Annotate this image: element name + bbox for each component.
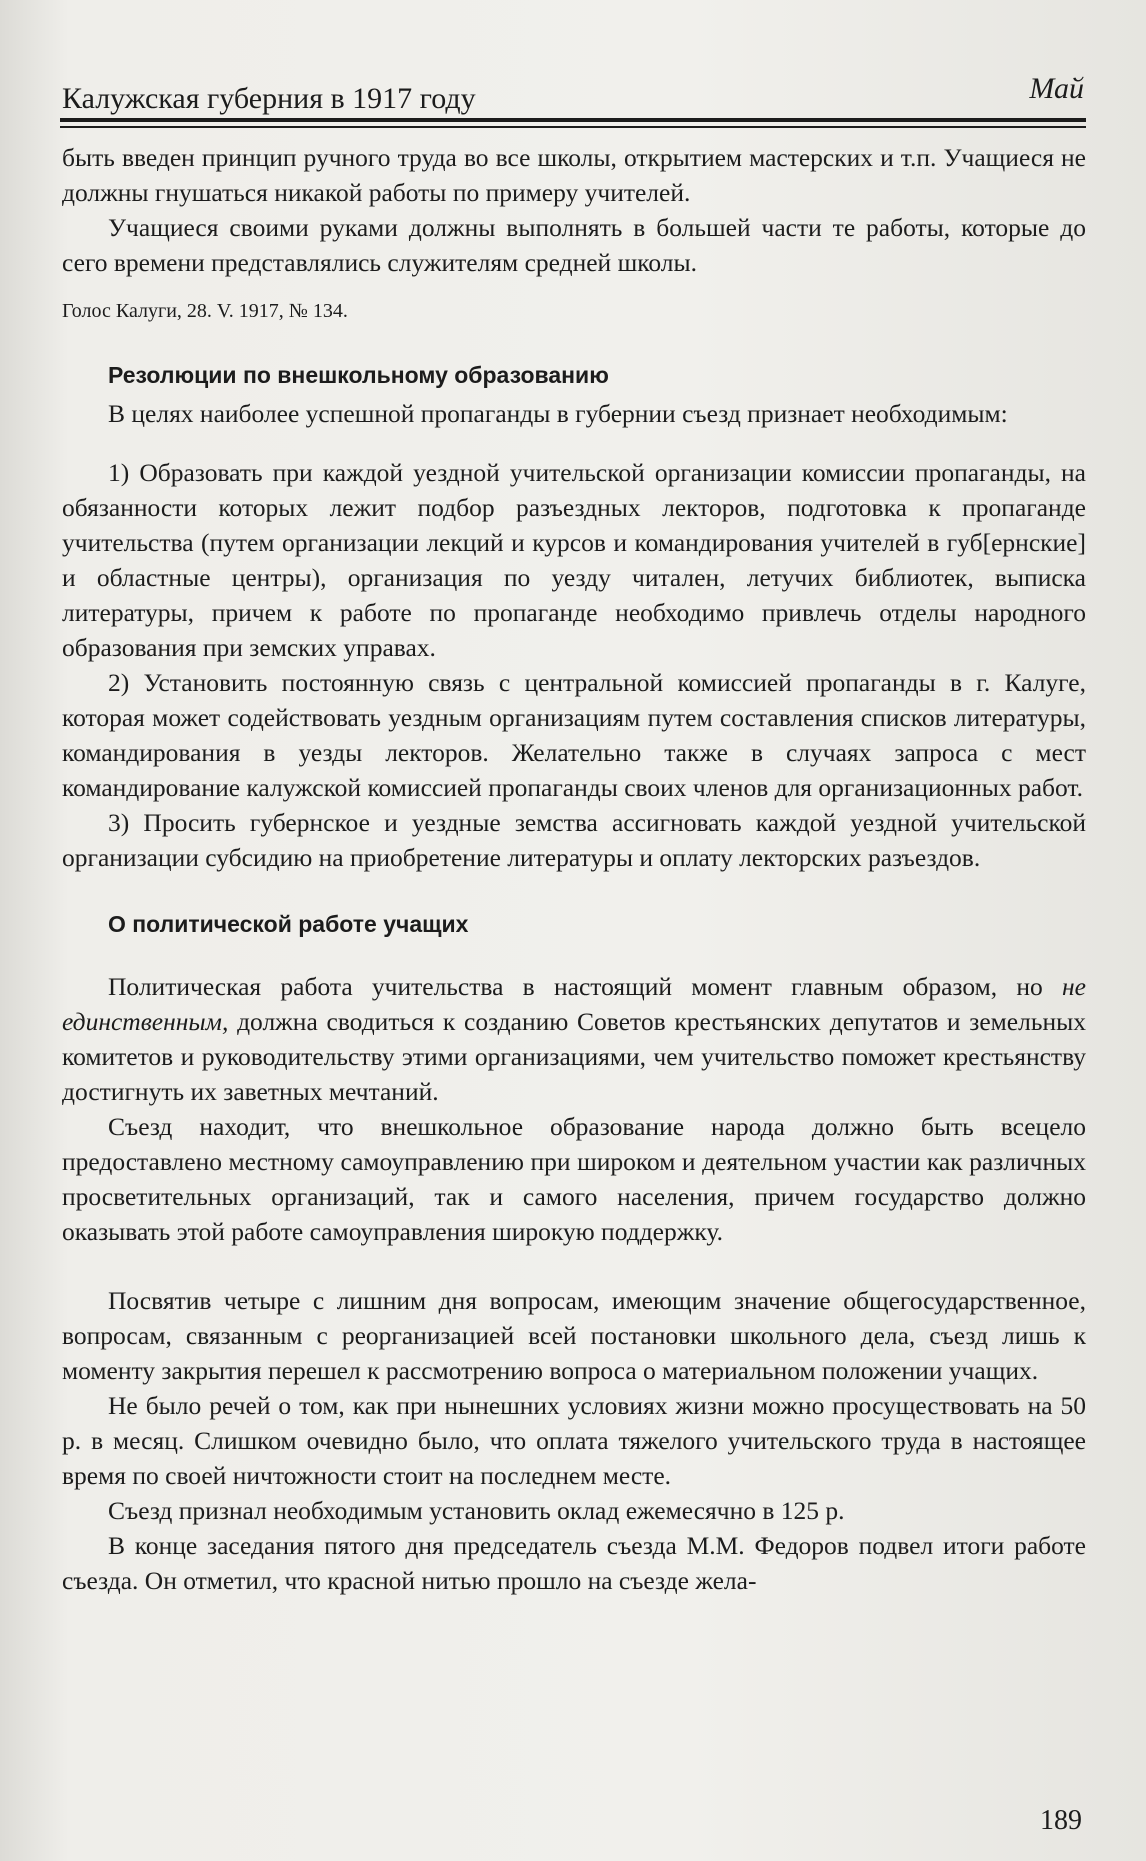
source-citation: Голос Калуги, 28. V. 1917, № 134.: [62, 300, 348, 322]
paragraph: В целях наиболее успешной пропаганды в губернии съезд признает необходимым:: [108, 399, 1008, 428]
paragraph: Посвятив четыре с лишним дня вопросам, имеющим значение общегосударственное, вопросам, связанным с реорганизацией всей постановки школьного дела, съезд лишь к моменту закрытия перешел к рассмотрению вопроса о материальном положении учащих.: [62, 1286, 1086, 1385]
body-text: [62, 140, 1086, 1598]
paragraph-political-work: [62, 969, 1086, 1109]
page-number: 189: [1040, 1805, 1082, 1836]
text-run: должна сводиться к созданию Советов крестьянских депутатов и земельных комитетов и руководительству этими организациями, чем учительство поможет крестьянству достигнуть их заветных мечтаний.: [62, 1007, 1086, 1106]
spacer: [62, 1249, 1086, 1283]
header-rule-thin: [60, 126, 1086, 128]
resolution-item-3: 3) Просить губернское и уездные земства ассигновать каждой уездной учительской организации субсидию на приобретение литературы и оплату лекторских разъездов.: [62, 808, 1086, 872]
resolution-item-2: 2) Установить постоянную связь с центральной комиссией пропаганды в г. Калуге, которая может содействовать уездным организациям путем составления списков литературы, командирования в уезды лекторов. Желательно также в случаях запроса с мест командирование калужской комиссией пропаганды своих членов для организационных работ.: [62, 668, 1086, 802]
text-run: Политическая работа учительства в настоящий момент главным образом, но: [108, 972, 1063, 1001]
spacer: [62, 875, 1086, 909]
paragraph: В конце заседания пятого дня председатель съезда М.М. Федоров подвел итоги работе съезда. Он отметил, что красной нитью прошло на съезде жела-: [62, 1531, 1086, 1595]
running-head-month: Май: [1029, 72, 1084, 105]
paragraph: Учащиеся своими руками должны выполнять в большей части те работы, которые до сего времени представлялись служителям средней школы.: [62, 213, 1086, 277]
spacer: [62, 945, 1086, 969]
paragraph: Съезд находит, что внешкольное образование народа должно быть всецело предоставлено местному самоуправлению при широком и деятельном участии как различных просветительных организаций, так и самого населения, причем государство должно оказывать этой работе самоуправления широкую поддержку.: [62, 1112, 1086, 1246]
header-rule-thick: [60, 118, 1086, 122]
section-heading-political-work: О политической работе учащих: [108, 911, 469, 937]
paragraph: Съезд признал необходимым установить оклад ежемесячно в 125 р.: [108, 1496, 845, 1525]
running-head: [62, 68, 1084, 118]
emphasis-text: не единственным,: [62, 972, 1086, 1036]
resolution-item-1: 1) Образовать при каждой уездной учительской организации комиссии пропаганды, на обязанности которых лежит подбор разъездных лекторов, подготовка к пропаганде учительства (путем организации лекций и курсов и командирования учителей в губ[ернские] и областные центры), организация по уезду читален, летучих библиотек, выписка литературы, причем к работе по пропаганде необходимо привлечь отделы народного образования при земских управах.: [62, 458, 1086, 662]
section-heading-extracurricular: Резолюции по внешкольному образованию: [108, 362, 609, 388]
running-head-title: Калужская губерния в 1917 году: [62, 82, 476, 115]
spacer: [62, 431, 1086, 455]
paragraph-continuation: быть введен принцип ручного труда во все школы, открытием мастерских и т.п. Учащиеся не должны гнушаться никакой работы по примеру учителей.: [62, 143, 1086, 207]
paragraph: Не было речей о том, как при нынешних условиях жизни можно просуществовать на 50 р. в месяц. Слишком очевидно было, что оплата тяжелого учительского труда в настоящее время по своей ничтожности стоит на последнем месте.: [62, 1391, 1086, 1490]
